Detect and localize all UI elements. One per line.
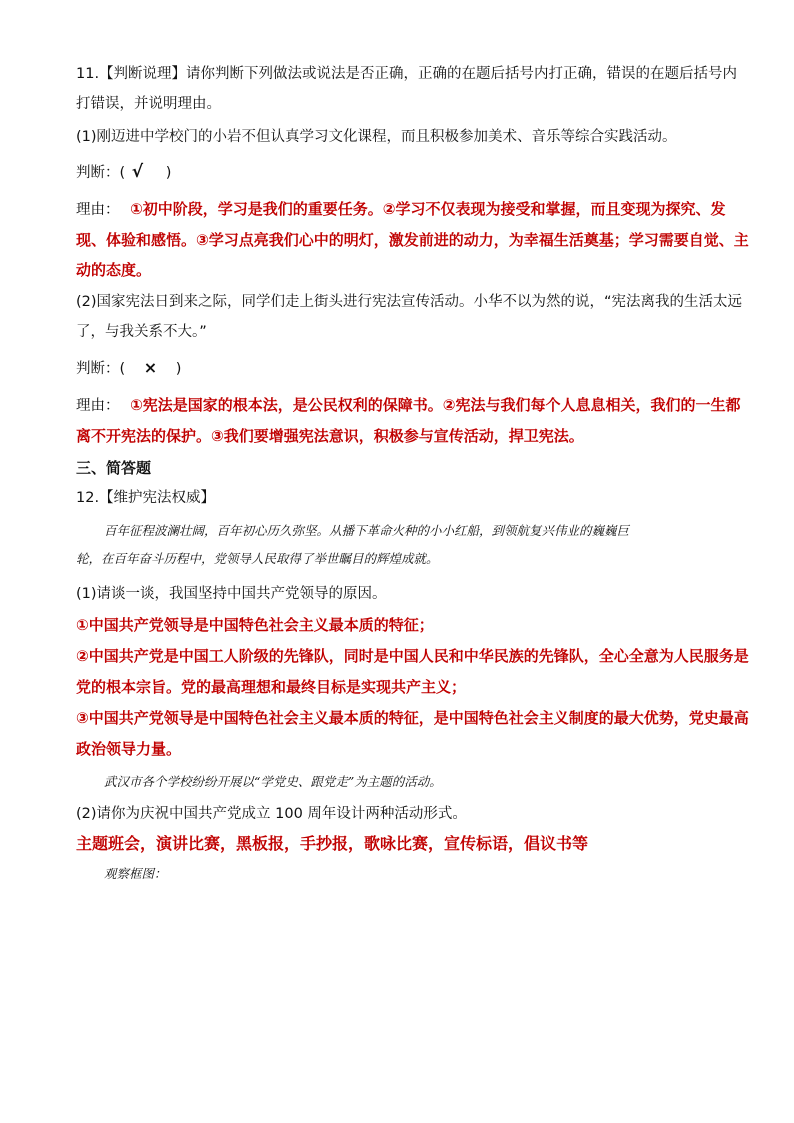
q12-answer1-line4: ③中国共产党领导是中国特色社会主义最本质的特征，是中国特色社会主义制度的最大优势，党史最高 [76, 709, 749, 727]
q12-sub2: (2)请你为庆祝中国共产党成立 100 周年设计两种活动形式。 [76, 806, 467, 822]
reason-label: 理由： [76, 398, 120, 414]
reason-text: ①宪法是国家的根本法，是公民权利的保障书。②宪法与我们每个人息息相关，我们的一生都 [130, 396, 741, 414]
judge-close: ) [165, 165, 172, 181]
q11-item1-judge [76, 162, 171, 183]
q12-answer1-line3: 党的根本宗旨。党的最高理想和最终目标是实现共产主义； [76, 678, 467, 696]
q11-item2-reason-line2: 离不开宪法的保护。③我们要增强宪法意识，积极参与宣传活动，捍卫宪法。 [76, 427, 584, 445]
judge-mark-cross: × [143, 358, 158, 377]
q11-item1-reason-line3: 动的态度。 [76, 261, 152, 279]
q11-line1: 11.【判断说理】请你判断下列做法或说法是否正确，正确的在题后括号内打正确，错误的在题后括号内 [76, 66, 738, 82]
q12-answer1-line1: ①中国共产党领导是中国特色社会主义最本质的特征； [76, 616, 434, 634]
q11-item1-text: (1)刚迈进中学校门的小岩不但认真学习文化课程，而且积极参加美术、音乐等综合实践活动。 [76, 129, 677, 145]
q11-line2: 打错误，并说明理由。 [76, 96, 221, 112]
q12-material-line1: 百年征程波澜壮阔，百年初心历久弥坚。从播下革命火种的小小红船，到领航复兴伟业的巍巍巨 [104, 523, 630, 538]
q11-item2-text-line2: 了，与我关系不大。” [76, 324, 207, 340]
q12-material2: 武汉市各个学校纷纷开展以“学党史、跟党走”为主题的活动。 [104, 774, 442, 789]
q12-answer1-line5: 政治领导力量。 [76, 740, 182, 758]
judge-mark-check: √ [131, 162, 144, 182]
q11-item1-reason-line1 [76, 199, 726, 220]
reason-label: 理由： [76, 202, 120, 218]
q11-item2-reason-line1 [76, 395, 741, 416]
q12-answer2: 主题班会，演讲比赛，黑板报，手抄报，歌咏比赛，宣传标语，倡议书等 [76, 834, 589, 853]
q12-material3: 观察框图： [104, 866, 167, 881]
q12-material-line2: 轮，在百年奋斗历程中，党领导人民取得了举世瞩目的辉煌成就。 [76, 551, 439, 566]
q12-sub1: (1)请谈一谈，我国坚持中国共产党领导的原因。 [76, 586, 387, 602]
q12-title: 12.【维护宪法权威】 [76, 490, 216, 506]
q11-item1-reason-line2: 现、体验和感悟。③学习点亮我们心中的明灯，激发前进的动力，为幸福生活奠基；学习需要自觉、主 [76, 231, 749, 249]
judge-label: 判断：( [76, 165, 126, 181]
section-title: 三、简答题 [76, 459, 152, 477]
judge-close: ) [175, 361, 182, 377]
reason-text: ①初中阶段，学习是我们的重要任务。②学习不仅表现为接受和掌握，而且变现为探究、发 [130, 200, 726, 218]
judge-label: 判断：( [76, 361, 126, 377]
q11-item2-judge [76, 358, 181, 379]
q12-answer1-line2: ②中国共产党是中国工人阶级的先锋队，同时是中国人民和中华民族的先锋队，全心全意为人民服务是 [76, 647, 749, 665]
q11-item2-text-line1: (2)国家宪法日到来之际，同学们走上街头进行宪法宣传活动。小华不以为然的说，“宪法离我的生活太远 [76, 294, 743, 310]
